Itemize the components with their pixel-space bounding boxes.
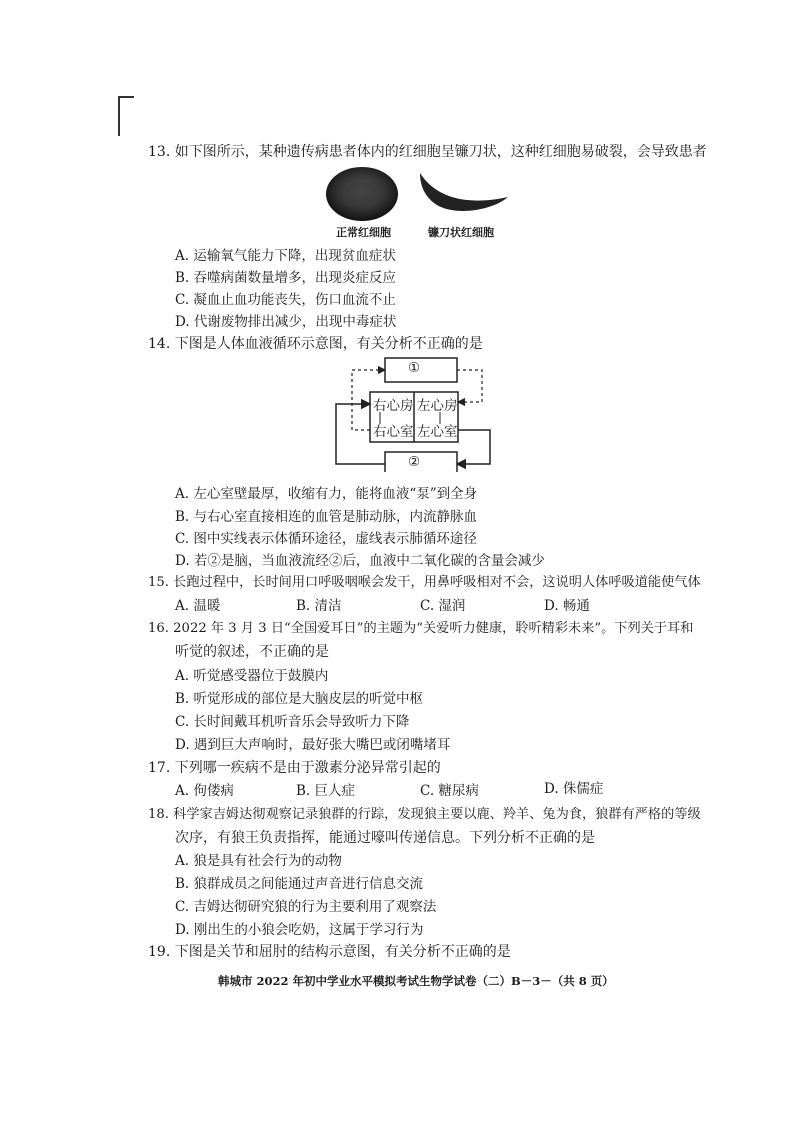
q13-stem: 13. 如下图所示，某种遗传病患者体内的红细胞呈镰刀状，这种红细胞易破裂，会导致患者 xyxy=(148,144,707,160)
q16-stem-line1: 16. 2022 年 3 月 3 日“全国爱耳日”的主题为“关爱听力健康，聆听精彩未来”。下列关于耳和 xyxy=(148,621,694,636)
page-corner-mark xyxy=(118,96,134,98)
diagram-box-2: ② xyxy=(408,454,421,470)
q15-option-c: C. 湿润 xyxy=(420,598,466,614)
diagram-left-ventricle: 左心室 xyxy=(417,424,458,440)
q18-option-a: A. 狼是具有社会行为的动物 xyxy=(175,853,342,869)
q13-option-d: D. 代谢废物排出减少，出现中毒症状 xyxy=(175,314,397,330)
red-blood-cell-images xyxy=(322,165,512,225)
q18-stem-line2: 次序，有狼王负责指挥，能通过嚎叫传递信息。下列分析不正确的是 xyxy=(175,830,595,846)
q19-stem: 19. 下图是关节和屈肘的结构示意图，有关分析不正确的是 xyxy=(148,944,511,960)
q15-stem: 15. 长跑过程中，长时间用口呼吸咽喉会发干，用鼻呼吸相对不会，这说明人体呼吸道能使气体 xyxy=(148,575,701,590)
q13-option-b: B. 吞噬病菌数量增多，出现炎症反应 xyxy=(175,270,397,286)
q15-option-a: A. 温暖 xyxy=(175,598,221,614)
q18-stem-line1: 18. 科学家吉姆达彻观察记录狼群的行踪，发现狼主要以鹿、羚羊、兔为食，狼群有严格的等级 xyxy=(148,807,701,822)
sickle-red-blood-cell xyxy=(420,173,508,211)
q17-option-b: B. 巨人症 xyxy=(296,783,356,799)
q13-option-a: A. 运输氧气能力下降，出现贫血症状 xyxy=(175,248,396,264)
q16-option-b: B. 听觉形成的部位是大脑皮层的听觉中枢 xyxy=(175,691,424,707)
q16-option-c: C. 长时间戴耳机听音乐会导致听力下降 xyxy=(175,714,410,730)
diagram-box-1: ① xyxy=(408,360,421,376)
caption-normal-cell: 正常红细胞 xyxy=(336,226,391,239)
q14-option-b: B. 与右心室直接相连的血管是肺动脉，内流静脉血 xyxy=(175,509,478,525)
q17-option-d: D. 侏儒症 xyxy=(544,781,604,797)
diagram-right-atrium: 右心房 xyxy=(373,398,414,414)
diagram-left-atrium: 左心房 xyxy=(417,398,458,414)
q18-option-d: D. 刚出生的小狼会吃奶，这属于学习行为 xyxy=(175,922,424,938)
q17-option-c: C. 糖尿病 xyxy=(420,783,479,799)
q13-option-c: C. 凝血止血功能丧失，伤口血流不止 xyxy=(175,292,396,308)
q15-option-d: D. 畅通 xyxy=(544,598,590,614)
q14-option-a: A. 左心室壁最厚，收缩有力，能将血液“泵”到全身 xyxy=(175,486,478,502)
q17-option-a: A. 佝偻病 xyxy=(175,783,234,799)
q17-stem: 17. 下列哪一疾病不是由于激素分泌异常引起的 xyxy=(148,760,441,776)
caption-sickle-cell: 镰刀状红细胞 xyxy=(428,226,494,239)
q16-option-a: A. 听觉感受器位于鼓膜内 xyxy=(175,668,329,684)
diagram-right-ventricle: 右心室 xyxy=(373,424,414,440)
page-footer: 韩城市 2022 年初中学业水平模拟考试生物学试卷（二）B－3－（共 8 页） xyxy=(218,974,614,988)
q14-option-c: C. 图中实线表示体循环途径，虚线表示肺循环途径 xyxy=(175,531,477,547)
q15-option-b: B. 清洁 xyxy=(296,598,342,614)
q18-option-c: C. 吉姆达彻研究狼的行为主要利用了观察法 xyxy=(175,899,437,915)
q16-stem-line2: 听觉的叙述，不正确的是 xyxy=(175,644,329,660)
q18-option-b: B. 狼群成员之间能通过声音进行信息交流 xyxy=(175,876,424,892)
page-corner-mark xyxy=(118,96,120,136)
q14-stem: 14. 下图是人体血液循环示意图，有关分析不正确的是 xyxy=(148,336,483,352)
q14-option-d: D. 若②是脑，当血液流经②后，血液中二氧化碳的含量会减少 xyxy=(175,553,545,569)
q16-option-d: D. 遇到巨大声响时，最好张大嘴巴或闭嘴堵耳 xyxy=(175,737,451,753)
